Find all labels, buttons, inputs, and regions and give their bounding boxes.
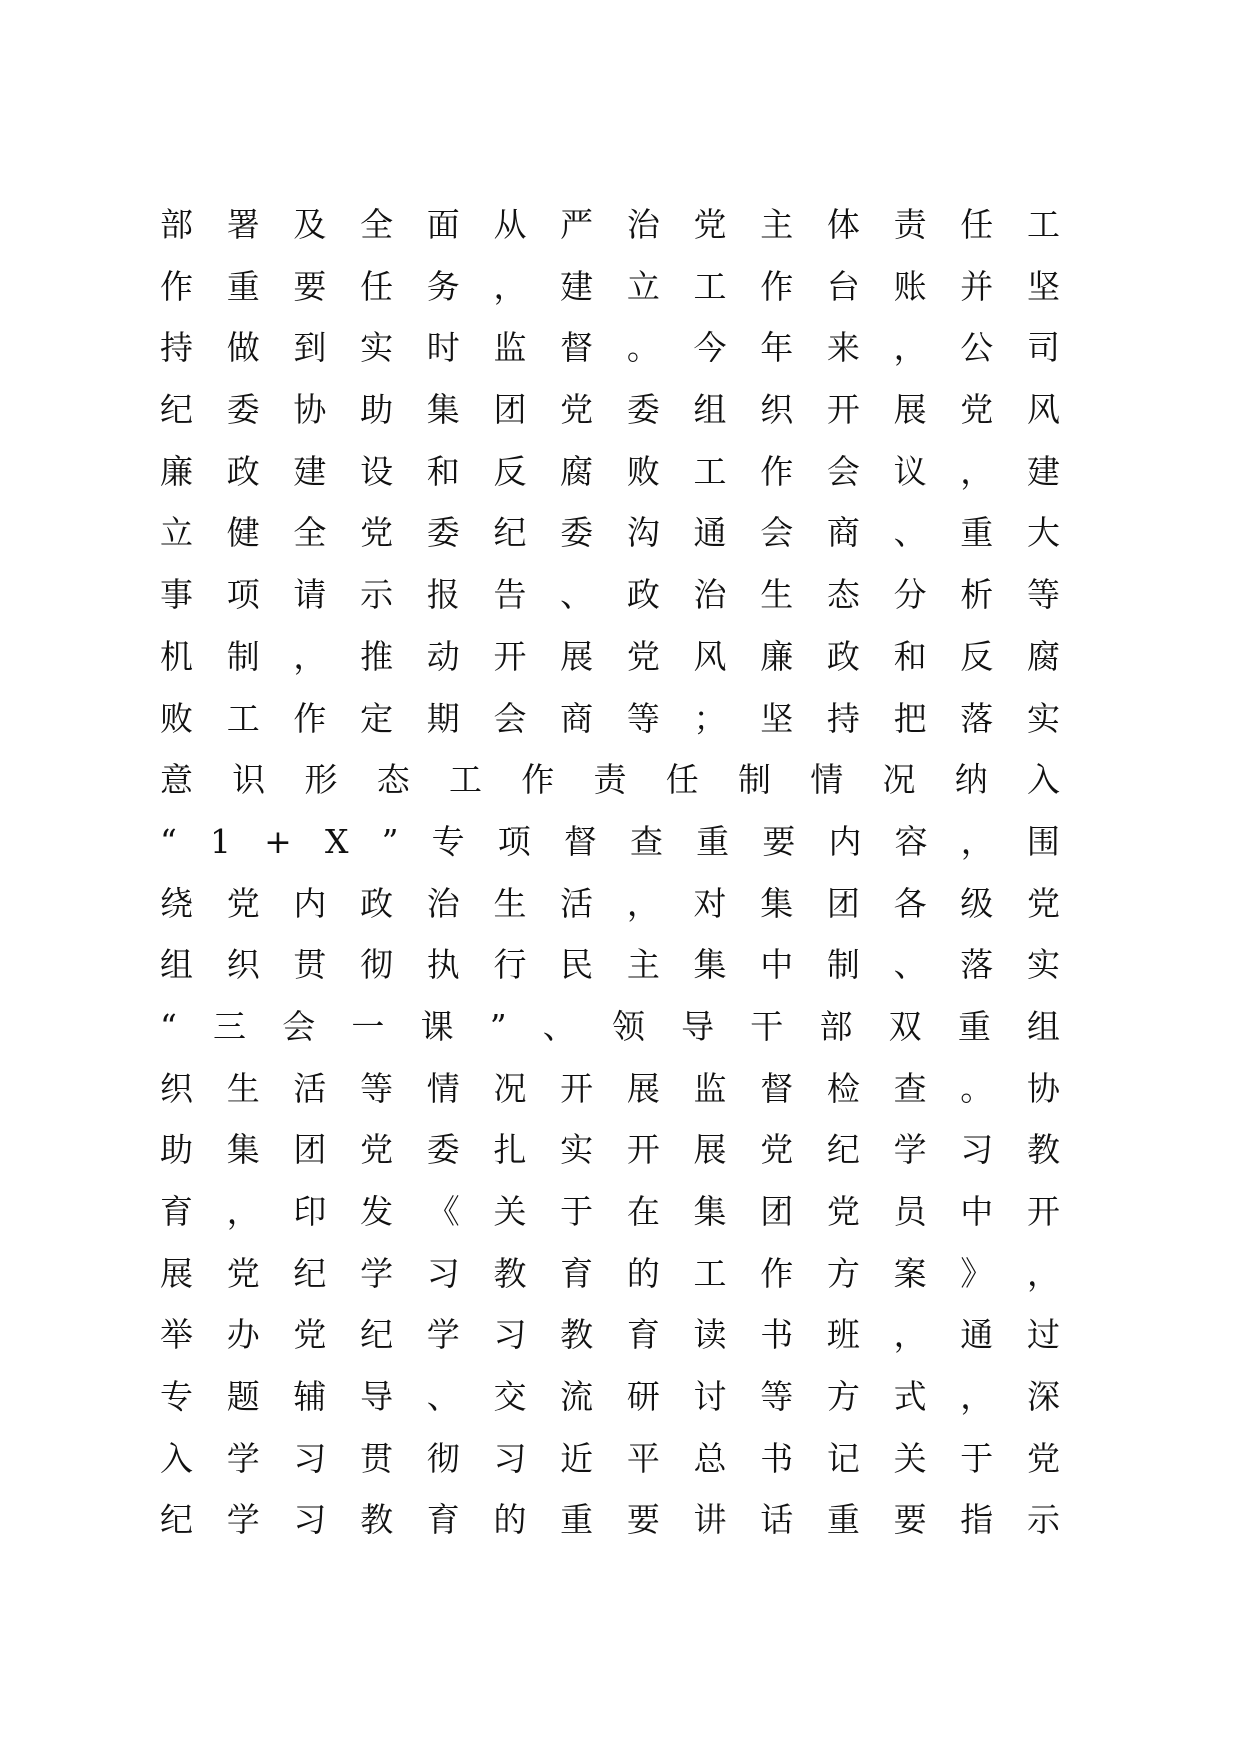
text-line: 展 党 纪 学 习 教 育 的 工 作 方 案 》 ，: [160, 1253, 1060, 1293]
text-line: 举 办 党 纪 学 习 教 育 读 书 班 ， 通 过: [160, 1315, 1060, 1355]
text-line: 廉 政 建 设 和 反 腐 败 工 作 会 议 ， 建: [160, 451, 1060, 491]
text-line: 专 题 辅 导 、 交 流 研 讨 等 方 式 ， 深: [160, 1377, 1060, 1417]
text-line: “ 1 + X ” 专 项 督 查 重 要 内 容 ， 围: [160, 821, 1060, 861]
text-line: 育 ， 印 发 《 关 于 在 集 团 党 员 中 开: [160, 1192, 1060, 1231]
text-line: 意 识 形 态 工 作 责 任 制 情 况 纳 入: [160, 760, 1060, 800]
text-line: 组 织 贯 彻 执 行 民 主 集 中 制 、 落 实: [160, 945, 1060, 985]
body-text: [160, 202, 1060, 1559]
text-line: 部 署 及 全 面 从 严 治 党 主 体 责 任 工: [160, 205, 1060, 244]
text-line: 败 工 作 定 期 会 商 等 ； 坚 持 把 落 实: [160, 698, 1060, 738]
text-line: 纪 委 协 助 集 团 党 委 组 织 开 展 党 风: [160, 390, 1060, 430]
text-line: 织 生 活 等 情 况 开 展 监 督 检 查 。 协: [160, 1068, 1060, 1108]
text-line: 机 制 ， 推 动 开 展 党 风 廉 政 和 反 腐: [160, 636, 1060, 676]
text-line: 绕 党 内 政 治 生 活 ， 对 集 团 各 级 党: [160, 883, 1060, 923]
text-line: “ 三 会 一 课 ” 、 领 导 干 部 双 重 组: [160, 1006, 1060, 1046]
text-line: 事 项 请 示 报 告 、 政 治 生 态 分 析 等: [160, 575, 1060, 615]
text-line: 作 重 要 任 务 ， 建 立 工 作 台 账 并 坚: [160, 266, 1060, 306]
text-line: 纪 学 习 教 育 的 重 要 讲 话 重 要 指 示: [160, 1500, 1060, 1540]
text-line: 入 学 习 贯 彻 习 近 平 总 书 记 关 于 党: [160, 1438, 1060, 1478]
text-line: 持 做 到 实 时 监 督 。 今 年 来 ， 公 司: [160, 328, 1060, 368]
text-line: 立 健 全 党 委 纪 委 沟 通 会 商 、 重 大: [160, 513, 1060, 553]
text-line: 助 集 团 党 委 扎 实 开 展 党 纪 学 习 教: [160, 1130, 1060, 1170]
